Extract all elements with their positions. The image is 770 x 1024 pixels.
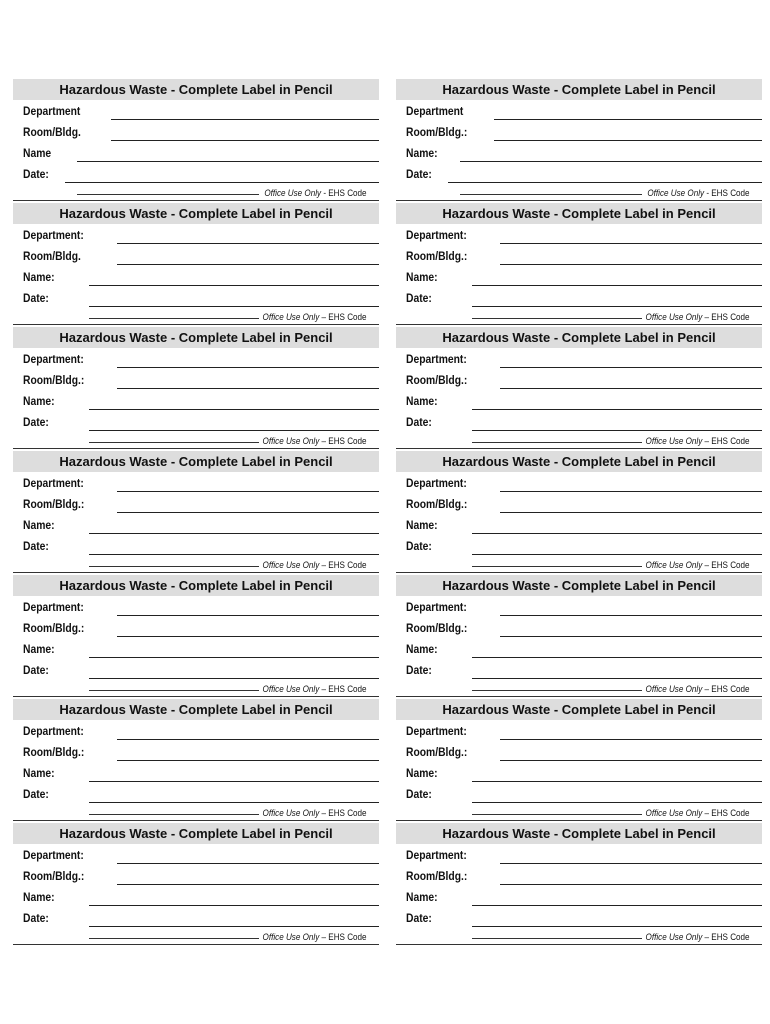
department-write-line[interactable]: [117, 367, 379, 368]
field-name: [406, 390, 762, 411]
waste-label: [13, 327, 379, 451]
field-label: Date:: [23, 291, 49, 305]
field-department: [406, 224, 762, 245]
field-name: [406, 266, 762, 287]
field-label: Name:: [23, 642, 55, 656]
field-label: Department:: [23, 848, 84, 862]
field-date: [23, 535, 379, 556]
date-write-line[interactable]: [89, 430, 379, 431]
office-use-area: [13, 681, 379, 695]
field-label: Department: [23, 104, 81, 118]
field-label: Department:: [406, 476, 467, 490]
label-title: Hazardous Waste - Complete Label in Pencil: [396, 203, 762, 224]
name-write-line[interactable]: [77, 161, 379, 162]
field-name: [23, 514, 379, 535]
ehs-code-line[interactable]: [77, 194, 259, 195]
ehs-code-line[interactable]: [472, 318, 642, 319]
field-name: [23, 886, 379, 907]
field-department: [23, 720, 379, 741]
office-use-area: [396, 185, 762, 199]
date-write-line[interactable]: [89, 678, 379, 679]
label-title: Hazardous Waste - Complete Label in Pencil: [396, 575, 762, 596]
field-label: Room/Bldg.:: [406, 869, 468, 883]
room-bldg-write-line[interactable]: [500, 512, 762, 513]
field-department: [23, 844, 379, 865]
date-write-line[interactable]: [472, 306, 762, 307]
field-label: Department:: [406, 848, 467, 862]
field-label: Department: [406, 104, 464, 118]
field-label: Date:: [23, 911, 49, 925]
label-separator: [13, 820, 379, 821]
room-bldg-write-line[interactable]: [117, 388, 379, 389]
office-use-text: Office Use Only – EHS Code: [262, 436, 367, 446]
field-date: [23, 287, 379, 308]
field-label: Date:: [406, 911, 432, 925]
label-separator: [13, 324, 379, 325]
field-name: [23, 142, 379, 163]
label-separator: [396, 944, 762, 945]
date-write-line[interactable]: [89, 926, 379, 927]
field-label: Name:: [406, 394, 438, 408]
ehs-code-line[interactable]: [472, 566, 642, 567]
field-name: [406, 142, 762, 163]
ehs-code-line[interactable]: [89, 442, 259, 443]
field-label: Name:: [406, 766, 438, 780]
department-write-line[interactable]: [494, 119, 762, 120]
field-label: Department:: [23, 228, 84, 242]
field-name: [406, 762, 762, 783]
field-department: [406, 472, 762, 493]
department-write-line[interactable]: [500, 243, 762, 244]
field-department: [23, 100, 379, 121]
field-label: Date:: [406, 787, 432, 801]
room-bldg-write-line[interactable]: [500, 388, 762, 389]
field-label: Date:: [406, 291, 432, 305]
field-label: Date:: [23, 663, 49, 677]
field-label: Department:: [406, 352, 467, 366]
ehs-code-line[interactable]: [472, 938, 642, 939]
field-department: [406, 720, 762, 741]
department-write-line[interactable]: [117, 863, 379, 864]
label-title: Hazardous Waste - Complete Label in Pencil: [13, 327, 379, 348]
label-separator: [396, 572, 762, 573]
field-label: Room/Bldg.:: [23, 869, 85, 883]
waste-label: [396, 327, 762, 451]
office-use-area: [13, 805, 379, 819]
office-use-text: Office Use Only – EHS Code: [262, 312, 367, 322]
field-label: Room/Bldg.:: [23, 373, 85, 387]
field-label: Department:: [406, 600, 467, 614]
field-label: Department:: [406, 724, 467, 738]
ehs-code-line[interactable]: [460, 194, 642, 195]
field-room-bldg: [406, 865, 762, 886]
department-write-line[interactable]: [111, 119, 379, 120]
field-label: Department:: [23, 352, 84, 366]
room-bldg-write-line[interactable]: [500, 636, 762, 637]
office-use-area: [13, 309, 379, 323]
room-bldg-write-line[interactable]: [117, 636, 379, 637]
field-label: Room/Bldg.:: [406, 249, 468, 263]
waste-label: [13, 451, 379, 575]
date-write-line[interactable]: [448, 182, 762, 183]
field-name: [406, 514, 762, 535]
field-room-bldg: [406, 245, 762, 266]
office-use-area: [13, 185, 379, 199]
label-separator: [13, 696, 379, 697]
field-label: Department:: [23, 476, 84, 490]
field-label: Date:: [23, 415, 49, 429]
waste-label: [13, 203, 379, 327]
label-separator: [396, 696, 762, 697]
field-name: [23, 638, 379, 659]
field-label: Date:: [23, 539, 49, 553]
office-use-area: [13, 929, 379, 943]
field-label: Room/Bldg.:: [23, 745, 85, 759]
field-department: [406, 100, 762, 121]
date-write-line[interactable]: [472, 926, 762, 927]
waste-label: [13, 699, 379, 823]
field-room-bldg: [23, 245, 379, 266]
waste-label: [13, 79, 379, 203]
field-department: [23, 348, 379, 369]
office-use-text: Office Use Only – EHS Code: [262, 932, 367, 942]
label-separator: [396, 448, 762, 449]
office-use-area: [396, 309, 762, 323]
field-name: [406, 638, 762, 659]
field-date: [406, 163, 762, 184]
field-label: Date:: [406, 167, 432, 181]
field-date: [23, 163, 379, 184]
office-use-text: Office Use Only – EHS Code: [645, 560, 750, 570]
label-separator: [396, 200, 762, 201]
field-label: Department:: [23, 724, 84, 738]
ehs-code-line[interactable]: [472, 814, 642, 815]
waste-label: [396, 451, 762, 575]
department-write-line[interactable]: [500, 739, 762, 740]
field-date: [23, 783, 379, 804]
name-write-line[interactable]: [89, 781, 379, 782]
date-write-line[interactable]: [89, 554, 379, 555]
field-room-bldg: [406, 741, 762, 762]
field-name: [23, 390, 379, 411]
field-room-bldg: [406, 493, 762, 514]
field-date: [23, 411, 379, 432]
field-label: Date:: [23, 167, 49, 181]
office-use-text: Office Use Only – EHS Code: [262, 560, 367, 570]
office-use-text: Office Use Only – EHS Code: [645, 932, 750, 942]
field-label: Name:: [406, 146, 438, 160]
department-write-line[interactable]: [117, 491, 379, 492]
field-department: [406, 596, 762, 617]
field-room-bldg: [23, 865, 379, 886]
office-use-text: Office Use Only – EHS Code: [262, 808, 367, 818]
field-date: [23, 907, 379, 928]
field-label: Date:: [406, 663, 432, 677]
field-department: [23, 596, 379, 617]
office-use-area: [396, 557, 762, 571]
field-label: Room/Bldg.:: [406, 125, 468, 139]
office-use-text: Office Use Only – EHS Code: [645, 312, 750, 322]
date-write-line[interactable]: [89, 306, 379, 307]
label-title: Hazardous Waste - Complete Label in Pencil: [13, 823, 379, 844]
office-use-area: [396, 433, 762, 447]
name-write-line[interactable]: [89, 533, 379, 534]
field-label: Room/Bldg.:: [406, 621, 468, 635]
label-separator: [13, 944, 379, 945]
field-label: Room/Bldg.:: [406, 745, 468, 759]
department-write-line[interactable]: [500, 863, 762, 864]
date-write-line[interactable]: [65, 182, 379, 183]
name-write-line[interactable]: [89, 657, 379, 658]
name-write-line[interactable]: [89, 409, 379, 410]
date-write-line[interactable]: [472, 554, 762, 555]
field-label: Date:: [406, 539, 432, 553]
label-title: Hazardous Waste - Complete Label in Pencil: [13, 203, 379, 224]
label-title: Hazardous Waste - Complete Label in Pencil: [13, 79, 379, 100]
office-use-area: [396, 681, 762, 695]
office-use-area: [13, 557, 379, 571]
department-write-line[interactable]: [117, 243, 379, 244]
field-room-bldg: [406, 121, 762, 142]
waste-label: [13, 575, 379, 699]
field-department: [406, 844, 762, 865]
ehs-code-line[interactable]: [472, 442, 642, 443]
label-separator: [13, 448, 379, 449]
department-write-line[interactable]: [117, 615, 379, 616]
field-date: [406, 783, 762, 804]
field-label: Name:: [406, 270, 438, 284]
field-label: Room/Bldg.:: [23, 621, 85, 635]
label-separator: [13, 200, 379, 201]
department-write-line[interactable]: [500, 367, 762, 368]
room-bldg-write-line[interactable]: [500, 884, 762, 885]
department-write-line[interactable]: [117, 739, 379, 740]
room-bldg-write-line[interactable]: [500, 264, 762, 265]
name-write-line[interactable]: [472, 533, 762, 534]
room-bldg-write-line[interactable]: [117, 760, 379, 761]
field-room-bldg: [23, 741, 379, 762]
waste-label: [396, 575, 762, 699]
name-write-line[interactable]: [472, 409, 762, 410]
name-write-line[interactable]: [472, 285, 762, 286]
field-label: Name:: [406, 518, 438, 532]
ehs-code-line[interactable]: [472, 690, 642, 691]
field-name: [406, 886, 762, 907]
room-bldg-write-line[interactable]: [117, 512, 379, 513]
label-title: Hazardous Waste - Complete Label in Pencil: [13, 699, 379, 720]
field-room-bldg: [23, 493, 379, 514]
waste-label: [396, 79, 762, 203]
name-write-line[interactable]: [89, 285, 379, 286]
field-label: Room/Bldg.:: [406, 373, 468, 387]
label-title: Hazardous Waste - Complete Label in Pencil: [396, 79, 762, 100]
label-title: Hazardous Waste - Complete Label in Pencil: [13, 451, 379, 472]
label-separator: [396, 324, 762, 325]
waste-label: [396, 699, 762, 823]
department-write-line[interactable]: [500, 615, 762, 616]
room-bldg-write-line[interactable]: [500, 760, 762, 761]
ehs-code-line[interactable]: [89, 690, 259, 691]
field-label: Department:: [406, 228, 467, 242]
field-label: Name:: [406, 890, 438, 904]
name-write-line[interactable]: [472, 905, 762, 906]
ehs-code-line[interactable]: [89, 318, 259, 319]
room-bldg-write-line[interactable]: [117, 264, 379, 265]
label-title: Hazardous Waste - Complete Label in Pencil: [13, 575, 379, 596]
waste-label: [396, 823, 762, 947]
label-title: Hazardous Waste - Complete Label in Pencil: [396, 451, 762, 472]
field-name: [23, 266, 379, 287]
date-write-line[interactable]: [89, 802, 379, 803]
field-date: [23, 659, 379, 680]
field-label: Date:: [23, 787, 49, 801]
field-label: Room/Bldg.: [23, 249, 81, 263]
office-use-area: [396, 929, 762, 943]
label-title: Hazardous Waste - Complete Label in Pencil: [396, 699, 762, 720]
name-write-line[interactable]: [472, 657, 762, 658]
date-write-line[interactable]: [472, 430, 762, 431]
field-label: Date:: [406, 415, 432, 429]
field-label: Name: [23, 146, 52, 160]
date-write-line[interactable]: [472, 802, 762, 803]
field-room-bldg: [23, 617, 379, 638]
field-department: [406, 348, 762, 369]
label-title: Hazardous Waste - Complete Label in Pencil: [396, 823, 762, 844]
office-use-text: Office Use Only – EHS Code: [645, 684, 750, 694]
field-label: Name:: [406, 642, 438, 656]
waste-label: [396, 203, 762, 327]
room-bldg-write-line[interactable]: [117, 884, 379, 885]
office-use-text: Office Use Only – EHS Code: [262, 684, 367, 694]
name-write-line[interactable]: [89, 905, 379, 906]
field-label: Room/Bldg.: [23, 125, 81, 139]
field-date: [406, 535, 762, 556]
label-separator: [396, 820, 762, 821]
field-date: [406, 411, 762, 432]
office-use-area: [396, 805, 762, 819]
field-label: Department:: [23, 600, 84, 614]
name-write-line[interactable]: [472, 781, 762, 782]
field-date: [406, 907, 762, 928]
room-bldg-write-line[interactable]: [111, 140, 379, 141]
field-label: Name:: [23, 890, 55, 904]
ehs-code-line[interactable]: [89, 566, 259, 567]
office-use-area: [13, 433, 379, 447]
office-use-text: Office Use Only – EHS Code: [645, 808, 750, 818]
label-title: Hazardous Waste - Complete Label in Pencil: [396, 327, 762, 348]
date-write-line[interactable]: [472, 678, 762, 679]
field-date: [406, 659, 762, 680]
field-label: Name:: [23, 518, 55, 532]
field-label: Room/Bldg.:: [23, 497, 85, 511]
field-room-bldg: [23, 121, 379, 142]
field-department: [23, 224, 379, 245]
room-bldg-write-line[interactable]: [494, 140, 762, 141]
field-label: Name:: [23, 394, 55, 408]
ehs-code-line[interactable]: [89, 938, 259, 939]
field-room-bldg: [406, 617, 762, 638]
name-write-line[interactable]: [460, 161, 762, 162]
office-use-text: Office Use Only – EHS Code: [645, 436, 750, 446]
label-separator: [13, 572, 379, 573]
waste-label: [13, 823, 379, 947]
field-name: [23, 762, 379, 783]
field-date: [406, 287, 762, 308]
field-room-bldg: [23, 369, 379, 390]
department-write-line[interactable]: [500, 491, 762, 492]
office-use-text: Office Use Only - EHS Code: [264, 188, 367, 198]
field-label: Room/Bldg.:: [406, 497, 468, 511]
field-room-bldg: [406, 369, 762, 390]
field-department: [23, 472, 379, 493]
office-use-text: Office Use Only - EHS Code: [647, 188, 750, 198]
ehs-code-line[interactable]: [89, 814, 259, 815]
field-label: Name:: [23, 766, 55, 780]
field-label: Name:: [23, 270, 55, 284]
